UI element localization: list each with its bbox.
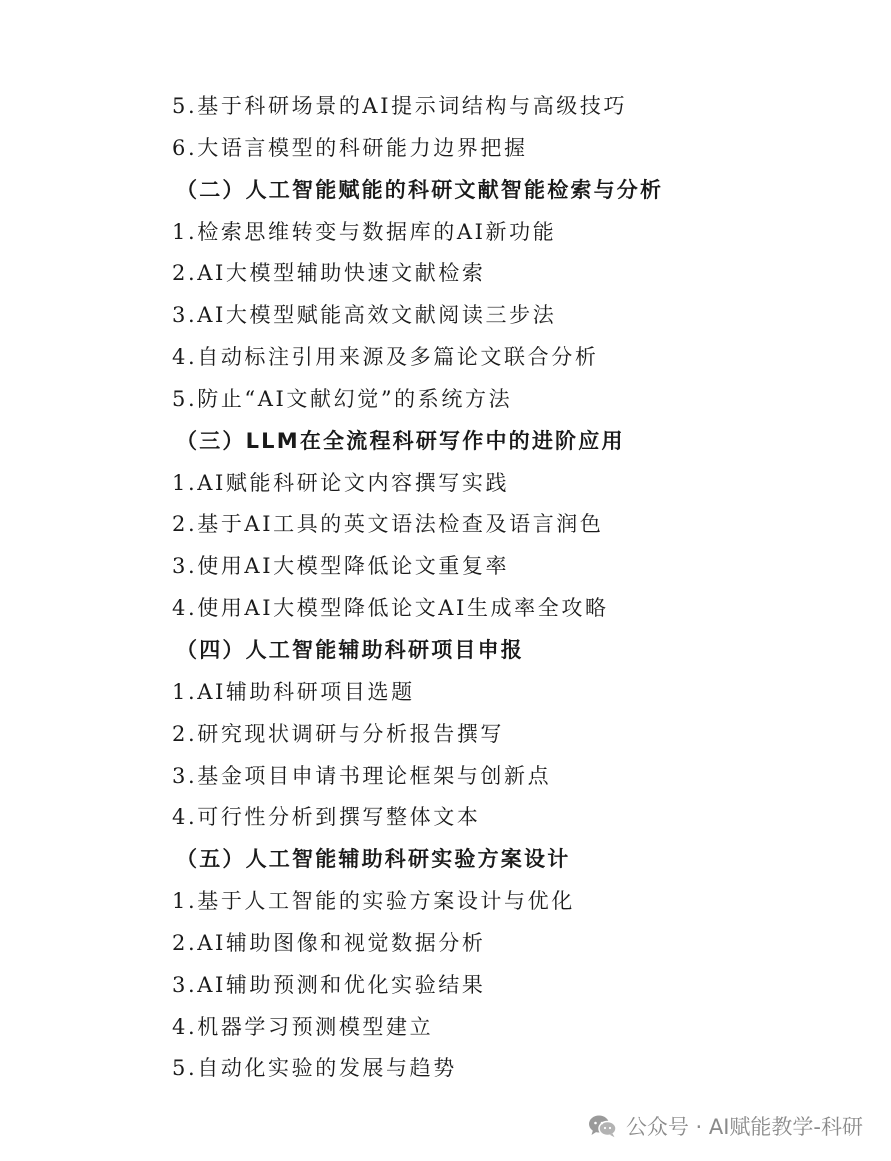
section-heading: （三）LLM在全流程科研写作中的进阶应用 [176, 428, 625, 453]
list-item: 1.AI辅助科研项目选题 [172, 679, 415, 704]
list-item: 3.使用AI大模型降低论文重复率 [172, 554, 510, 579]
list-item: 5.自动化实验的发展与趋势 [172, 1056, 457, 1081]
watermark-text: 公众号 · AI赋能教学-科研 [625, 1115, 863, 1139]
list-item: 4.使用AI大模型降低论文AI生成率全攻略 [172, 596, 609, 621]
list-item: 2.研究现状调研与分析报告撰写 [172, 721, 505, 746]
wechat-watermark [588, 1111, 863, 1141]
list-item: 3.AI大模型赋能高效文献阅读三步法 [172, 303, 557, 328]
list-item: 3.基金项目申请书理论框架与创新点 [172, 763, 552, 788]
list-item: 2.AI辅助图像和视觉数据分析 [172, 930, 486, 955]
list-item: 5.基于科研场景的AI提示词结构与高级技巧 [172, 94, 628, 118]
list-item: 4.机器学习预测模型建立 [172, 1014, 434, 1039]
list-item: 1.AI赋能科研论文内容撰写实践 [172, 470, 510, 495]
wechat-icon [588, 1114, 618, 1138]
list-item: 4.自动标注引用来源及多篇论文联合分析 [172, 345, 599, 370]
list-item: 3.AI辅助预测和优化实验结果 [172, 972, 486, 997]
list-item: 2.基于AI工具的英文语法检查及语言润色 [172, 512, 604, 537]
list-item: 1.检索思维转变与数据库的AI新功能 [172, 219, 557, 244]
list-item: 6.大语言模型的科研能力边界把握 [172, 135, 528, 160]
list-item: 4.可行性分析到撰写整体文本 [172, 805, 481, 830]
list-item: 5.防止“AI文献幻觉”的系统方法 [172, 386, 513, 411]
section-heading: （五）人工智能辅助科研实验方案设计 [176, 847, 571, 872]
document-page [0, 86, 891, 1090]
section-heading: （四）人工智能辅助科研项目申报 [176, 637, 524, 662]
section-heading: （二）人工智能赋能的科研文献智能检索与分析 [176, 177, 664, 202]
list-item: 1.基于人工智能的实验方案设计与优化 [172, 889, 575, 914]
list-item: 2.AI大模型辅助快速文献检索 [172, 261, 486, 286]
